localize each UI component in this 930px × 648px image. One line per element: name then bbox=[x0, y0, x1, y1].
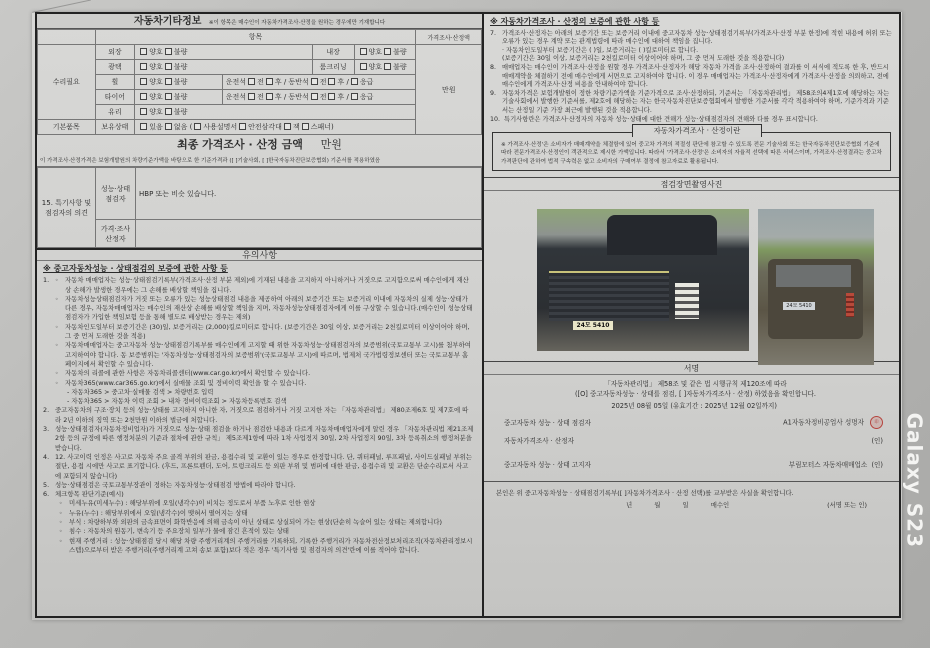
wheel-label: 휠 bbox=[95, 75, 135, 90]
notice-item-5 bbox=[43, 481, 474, 490]
col-item-header: 항목 bbox=[95, 30, 416, 45]
gloss-bad-checkbox[interactable] bbox=[165, 63, 172, 70]
interior-bad-checkbox[interactable] bbox=[384, 48, 391, 55]
item-text: - 자동차365 > 자동차 이력 조회 > 내차 정비이력조회 > 자동차등록번호 검색 bbox=[67, 397, 287, 406]
item-text: 성능·상태점검자(자동차정비업자)가 거짓으로 성능·상태 점검을 하거나 점검한 내용과 다르게 자동차매매업자에게 알린 경우 「자동차관리법 제21조제2항 등의 규정에 따른 행정처분의 기준과 절차에 관한 규칙」 제5조제1항에 따라 1차 사업정지 30일, 2차 사업정지 90일, 3차 등록취소의 행정처분을 받습니다. bbox=[55, 425, 474, 452]
tire-emergency-checkbox[interactable] bbox=[351, 93, 358, 100]
item-number: 8. bbox=[490, 63, 497, 71]
driver-seat-label: 운전석 bbox=[225, 78, 247, 86]
bullet-icon: ◦ bbox=[59, 528, 63, 536]
option-label: 있음 bbox=[149, 123, 163, 131]
tire-passenger-front-checkbox[interactable] bbox=[311, 93, 318, 100]
glass-label: 유리 bbox=[95, 105, 135, 120]
item-text: - 자동차365 > 중고차·실매물 검색 > 차량번호 입력 bbox=[67, 387, 214, 396]
item-text: 현재 주행거리 : 성능·상태점검 당시 해당 차량 주행거리계의 주행거리를 기록하되, 기록한 주행거리가 자동차전산정보처리조직(자동차관리정보시스템)으로부터 받은 주행거리(주행거리계 고쳐 송보 포함)보다 적은 경우 '특기사항 및 점검자의 의견'란에 이를 적어야 합니다. bbox=[69, 536, 473, 554]
price-notice-item-7 bbox=[490, 30, 893, 64]
option-label: 후 bbox=[337, 93, 345, 101]
item-text: 자동차매매업자는 중고자동차 성능·상태점검기록부를 매수인에게 고지할 때 위한 자동차성능·상태점검자의 보증범위(국토교통부 고시)를 첨부하여 고지하여야 합니다. 동 보증범위는 '자동차성능·상태점검자의 보증범위'(국토교통부 고시)에 따르며, 법제처 국가법령정보센터 또는 국토교통부 홈페이지에서 확인할 수 있습니다. bbox=[65, 341, 471, 368]
option-label: 불량 bbox=[173, 48, 188, 56]
item-text: 중고자동차의 구조·장치 등의 성능·상태를 고지하지 아니한 자, 거짓으로 점검하거나 거짓 고지한 자는 「자동차관리법」 제80조제6호 및 제7호에 따라 2년 이하의 징역 또는 2천만원 이하의 벌금에 처합니다. bbox=[55, 406, 469, 424]
option-label: 불량 bbox=[173, 108, 188, 116]
price-definition-title: 자동차가격조사 · 산정이란 bbox=[632, 124, 762, 137]
camera-watermark: Galaxy S23 bbox=[902, 412, 926, 548]
item-text: 침수 : 자동차의 원동기, 변속기 등 주요장치 일부가 물에 잠긴 흔적이 있는 상태 bbox=[69, 527, 289, 536]
option-label: 후 bbox=[337, 78, 345, 86]
grille-shape bbox=[549, 271, 669, 321]
option-label: 전 bbox=[319, 78, 327, 86]
option-label: 불량 bbox=[173, 93, 188, 101]
signature-row-inspector bbox=[504, 413, 887, 431]
notifier-role: 중고자동차 성능 · 상태 고지자 bbox=[504, 461, 591, 470]
windshield-shape bbox=[607, 215, 717, 255]
item-number: 1. bbox=[43, 276, 50, 285]
other-info-header bbox=[37, 14, 482, 29]
possession-no-checkbox[interactable] bbox=[165, 123, 172, 130]
notice-item-6 bbox=[43, 490, 474, 555]
signature-section bbox=[484, 375, 899, 473]
notice-item-2 bbox=[43, 406, 474, 425]
bullet-icon: ◦ bbox=[55, 295, 59, 303]
tire-driver-front-checkbox[interactable] bbox=[248, 93, 255, 100]
price-definition-box bbox=[492, 126, 891, 171]
glass-bad-checkbox[interactable] bbox=[165, 108, 172, 115]
final-price-row bbox=[37, 135, 482, 155]
col-price-header: 가격조사·산정액 bbox=[416, 30, 482, 45]
possession-label: 보유상태 bbox=[95, 120, 135, 135]
bullet-icon: ◦ bbox=[55, 277, 59, 285]
item-text: 체크항목 판단기준(예시) bbox=[55, 490, 124, 499]
item-text: 특기사항란은 가격조사·산정자의 자동차 성능·상태에 대한 견해가 성능·상태점검자의 견해와 다를 경우 표시합니다. bbox=[504, 115, 818, 123]
day-label: 일 bbox=[682, 501, 689, 510]
signature-confirmation: ([O] 중고자동차성능 · 상태를 점검, [ ]자동차가격조사 · 산정) 하였음을 확인합니다. bbox=[574, 390, 817, 399]
signature-row-appraiser bbox=[504, 431, 887, 449]
buyer-confirmation bbox=[484, 481, 899, 515]
month-label: 월 bbox=[654, 501, 661, 510]
item-text: (보증기간은 30일 이상, 보증거리는 2천킬로미터 이상이어야 하며, 그 중 먼저 도래한 것을 적용합니다) bbox=[502, 55, 785, 63]
option-label: 응급 bbox=[359, 78, 374, 86]
notice-item-4 bbox=[43, 453, 474, 481]
bullet-icon: ◦ bbox=[59, 519, 63, 527]
rear-vehicle-photo bbox=[758, 209, 874, 365]
basic-items-label: 기본품목 bbox=[38, 120, 96, 135]
other-info-table: 항목 가격조사·산정액 수리필요 외장 양호 불량 내장 양호 불량 만원 광택 양호 불량 룸크리닝 양호 불량 휠 양호 불량 운전석 전 후 / 동반석 전 후 / 응급 타이어 양호 불량 운전석 전 후 / 동반석 전 후 / 응급 유리 양호 불량 기본품목 보유상태 있음 없음 ( 사용설명서 안전삼각대 잭 스패너) bbox=[37, 29, 482, 135]
option-label: 불량 bbox=[393, 48, 407, 56]
signature-row-notifier bbox=[504, 455, 887, 473]
item-number: 9. bbox=[490, 89, 497, 97]
gloss-label: 광택 bbox=[95, 60, 135, 75]
notice-heading: 유의사항 bbox=[37, 248, 482, 261]
bullet-icon: ◦ bbox=[55, 323, 59, 331]
option-label: 후 bbox=[274, 78, 282, 86]
exterior-bad-checkbox[interactable] bbox=[165, 48, 172, 55]
tire-passenger-rear-checkbox[interactable] bbox=[328, 93, 335, 100]
buyer-signature-field[interactable]: (서명 또는 인) bbox=[827, 501, 867, 510]
final-price-unit: 만원 bbox=[320, 138, 342, 151]
interior-good-checkbox[interactable] bbox=[360, 48, 367, 55]
inspector-label: 성능·상태 점검자 bbox=[96, 168, 136, 220]
option-label: 양호 bbox=[149, 78, 163, 86]
triangle-checkbox[interactable] bbox=[239, 123, 246, 130]
item-text: 자동차가격은 보험개발원이 정한 차량기준가액을 기준가격으로 조사·산정하되, 기준서는 「자동차관리법」 제58조의4제1호에 해당하는 자는 기술사회에서 발행한 기준서를, 제2호에 해당하는 자는 한국자동차진단보증협회에서 발행한 기준서를 각각 적용하여야 하며, 기준가격과 기준서는 산정일 기준 가장 최근에 발행된 것을 적용합니다. bbox=[502, 89, 890, 114]
option-label: 양호 bbox=[149, 108, 163, 116]
option-label: 양호 bbox=[368, 48, 383, 56]
passenger-seat-label: 동반석 bbox=[288, 93, 309, 101]
cleaning-good-checkbox[interactable] bbox=[360, 63, 367, 70]
wheel-bad-checkbox[interactable] bbox=[165, 78, 172, 85]
rear-license-plate: 24모 5410 bbox=[783, 302, 815, 310]
driver-seat-label: 운전석 bbox=[225, 93, 247, 101]
notifier-name: 부림모터스 자동차매매업소 bbox=[788, 461, 868, 470]
opinion-label: 15. 특기사항 및 점검자의 의견 bbox=[38, 168, 96, 248]
bullet-icon: ◦ bbox=[55, 342, 59, 350]
bullet-icon: ◦ bbox=[55, 370, 59, 378]
repair-needed-label: 수리필요 bbox=[38, 45, 96, 120]
option-label: 후 bbox=[274, 93, 282, 101]
item-text: 부식 : 차량하부와 외판의 금속표면이 화학반응에 의해 금속이 아닌 상태로 상실되어 가는 현상(단순히 녹슬어 있는 상태는 제외합니다) bbox=[69, 518, 442, 527]
option-label: 불량 bbox=[173, 78, 188, 86]
item-text: · 자동차인도일부터 보증기간은 ( )일, 보증거리는 ( )킬로미터로 합니다. bbox=[502, 46, 699, 54]
bullet-icon: ◦ bbox=[59, 537, 63, 545]
jack-checkbox[interactable] bbox=[284, 123, 291, 130]
option-label: 양호 bbox=[368, 63, 383, 71]
option-label: 불량 bbox=[173, 63, 188, 71]
spanner-checkbox[interactable] bbox=[302, 123, 309, 130]
wheel-passenger-rear-checkbox[interactable] bbox=[328, 78, 335, 85]
item-number: 10. bbox=[490, 115, 501, 123]
cleaning-bad-checkbox[interactable] bbox=[384, 63, 391, 70]
item-text: 자동차의 리콜에 관한 사항은 자동차리콜센터(www.car.go.kr)에서 확인할 수 있습니다. bbox=[65, 369, 311, 378]
signature-heading: 서명 bbox=[484, 361, 899, 375]
item-number: 5. bbox=[43, 480, 50, 489]
other-info-title: 자동차기타정보 bbox=[133, 16, 202, 27]
signature-date: 2025년 08월 05일 (유효기간 : 2025년 12월 02일까지) bbox=[611, 402, 777, 411]
opinion-table bbox=[37, 167, 482, 248]
item-text: 매매업자는 매수인이 가격조사·산정을 원할 경우 가격조사·산정자가 해당 자동차 가격을 조사·산정하여 결과를 이 서식에 적도록 한 후, 반드시 매매계약을 체결하기 전에 매수인에게 서면으로 고지하여야 합니다. 이 경우 매매업자는 가격조사·산정자에게 가격조사·산정을 의뢰하고, 전에 매수인에게 가격조사·산정 비용을 안내하여야 합니다. bbox=[502, 63, 889, 89]
item-number: 2. bbox=[43, 406, 50, 415]
price-definition-text: ※ 가격조사·산정'은 소비자가 매매계약을 체결함에 있어 중고차 가격의 적절성 판단에 참고할 수 있도록 전문 기술사회 또는 한국자동차진단보증협회 기준에 따라 전문가격조사·산정인이 객관적으로 제시한 가액입니다. 따라서 '가격조사·산정'은 소비자의 자율적 선택에 따른 서비스이며, 가격조사·산정결과는 중고차 가격판단에 관하여 법적 구속력은 없고 소비자의 구매여부 결정에 참고자료로 활용됩니다. bbox=[492, 132, 891, 171]
item-number: 7. bbox=[490, 29, 497, 37]
photos-heading: 점검장면촬영사진 bbox=[484, 177, 899, 191]
price-notice-title: ※ 자동차가격조사 · 산정의 보증에 관한 사항 등 bbox=[490, 17, 660, 26]
taillight-shape bbox=[846, 293, 854, 317]
passenger-seat-label: 동반석 bbox=[288, 78, 309, 86]
inspection-photos bbox=[484, 191, 899, 361]
price-notice-item-9 bbox=[490, 90, 893, 116]
option-label: 양호 bbox=[149, 93, 163, 101]
red-seal-stamp-icon: 印 bbox=[870, 416, 883, 429]
tire-bad-checkbox[interactable] bbox=[165, 93, 172, 100]
room-cleaning-label: 룸크리닝 bbox=[312, 60, 354, 75]
left-column bbox=[35, 12, 483, 618]
exterior-label: 외장 bbox=[95, 45, 135, 60]
wheel-passenger-front-checkbox[interactable] bbox=[311, 78, 318, 85]
wheel-driver-front-checkbox[interactable] bbox=[248, 78, 255, 85]
final-price-label: 최종 가격조사 · 산정 금액 bbox=[177, 138, 303, 151]
price-notice-section bbox=[484, 14, 899, 126]
price-notice-item-8 bbox=[490, 64, 893, 90]
option-label: 양호 bbox=[149, 48, 163, 56]
item-text: 12. 사고이력 인정은 사고로 자동차 주요 골격 부위의 판금, 용접수리 및 교환이 있는 경우로 한정합니다. 단, 쿼터패널, 루프패널, 사이드실패널 부위는 절단, 용접 시에만 사고로 표기합니다. (후드, 프론트펜더, 도어, 트렁크리드 등 외판 부위 및 범퍼에 대한 판금, 용접수리 및 교환은 단순수리로서 사고에 포함되지 않습니다) bbox=[55, 452, 472, 480]
price-unit: 만원 bbox=[416, 45, 482, 135]
item-text: 자동차성능상태점검자가 거짓 또는 오류가 있는 성능상태점검 내용을 제공하여 아래의 보증기간 또는 보증거리 이내에 자동차의 실제 성능·상태가 다른 경우, 자동차매매업자는 매수인의 재산상 손해를 배상할 책임을 지며, 자동차성능상태점검자에게 이를 구상할 수 있습니다.(매수인이 성능상태점검자가 가입한 책임보험 등을 통해 별도로 배상받는 경우는 제외) bbox=[65, 294, 473, 322]
headlamp-shape bbox=[675, 283, 699, 319]
wheel-driver-rear-checkbox[interactable] bbox=[266, 78, 273, 85]
tire-good-checkbox[interactable] bbox=[140, 93, 147, 100]
item-text: 가격조사·산정자는 아래의 보증기간 또는 보증거리 이내에 중고자동차 성능·상태점검기록부(가격조사·산정 부분 한정)에 적힌 내용에 허위 또는 오류가 있는 경우 계약 또는 관계법령에 따라 매수인에 대하여 책임을 집니다. bbox=[502, 29, 892, 46]
item-number: 3. bbox=[43, 425, 50, 434]
appraiser-role: 자동차가격조사 · 산정자 bbox=[504, 437, 574, 446]
item-number: 6. bbox=[43, 490, 50, 499]
glass-good-checkbox[interactable] bbox=[140, 108, 147, 115]
notice-item-1 bbox=[43, 276, 474, 406]
price-notice-item-10 bbox=[490, 116, 893, 125]
signature-legal-basis: 「자동차관리법」 제58조 및 같은 법 시행규칙 제120조에 따라 bbox=[604, 380, 787, 389]
option-label: 응급 bbox=[359, 93, 374, 101]
gloss-good-checkbox[interactable] bbox=[140, 63, 147, 70]
notifier-seal: (인) bbox=[871, 461, 883, 470]
item-number: 4. bbox=[43, 452, 50, 461]
option-label: 없음 ( bbox=[173, 123, 193, 131]
option-label: 양호 bbox=[149, 63, 163, 71]
inspector-opinion-text: HBP 또는 비슷 있습니다. bbox=[136, 168, 482, 220]
front-license-plate: 24모 5410 bbox=[573, 321, 613, 330]
option-label: 전 bbox=[257, 78, 264, 86]
buyer-confirm-text: 본인은 위 중고자동차성능 · 상태점검기록부([ ]자동차가격조사 · 산정 선택)를 교부받은 사실을 확인합니다. bbox=[496, 489, 794, 498]
item-text: 자동차인도일부터 보증기간은 (30)일, 보증거리는 (2,000)킬로미터로 합니다. (보증기간은 30일 이상, 보증거리는 2천킬로미터 이상이어야 하며, 그 중 먼저 도래한 것을 적용) bbox=[65, 322, 470, 341]
appraiser-opinion-text bbox=[136, 220, 482, 248]
possession-yes-checkbox[interactable] bbox=[140, 123, 147, 130]
inspection-record-sheet bbox=[32, 12, 902, 620]
option-label: 사용설명서 bbox=[203, 123, 238, 131]
manual-checkbox[interactable] bbox=[194, 123, 201, 130]
wheel-emergency-checkbox[interactable] bbox=[351, 78, 358, 85]
inspector-role: 중고자동차 성능 · 상태 점검자 bbox=[504, 419, 591, 428]
interior-label: 내장 bbox=[312, 45, 354, 60]
notice-title: ※ 중고자동차성능 · 상태점검의 보증에 관한 사항 등 bbox=[43, 264, 228, 273]
option-label: 전 bbox=[319, 93, 327, 101]
rear-window-shape bbox=[776, 265, 851, 287]
appraiser-label: 가격·조사 산정자 bbox=[96, 220, 136, 248]
notice-body bbox=[37, 261, 482, 555]
item-text: 자동차 매매업자는 성능·상태점검기록부(가격조사·산정 부분 제외)에 기재된 내용을 고지하지 아니하거나 거짓으로 고지함으로써 매수인에게 재산상 손해가 발생한 경우에는 그 손해를 배상할 책임을 집니다. bbox=[65, 276, 469, 294]
option-label: 안전삼각대 bbox=[248, 123, 282, 131]
other-info-note: ※이 항목은 매수인이 자동차가격조사·산정을 원하는 경우에만 기재합니다 bbox=[208, 20, 386, 26]
item-text: 성능·상태점검은 국토교통부장관이 정하는 자동차성능·상태점검 방법에 따라야 합니다. bbox=[55, 480, 296, 489]
wheel-good-checkbox[interactable] bbox=[140, 78, 147, 85]
bullet-icon: ◦ bbox=[59, 509, 63, 517]
option-label: 스패너) bbox=[310, 123, 334, 131]
option-label: 잭 bbox=[292, 123, 300, 131]
bullet-icon: ◦ bbox=[59, 500, 63, 508]
item-text: 누유(누수) : 해당부위에서 오일(냉각수)이 맺혀서 떨어지는 상태 bbox=[69, 508, 248, 517]
exterior-good-checkbox[interactable] bbox=[140, 48, 147, 55]
item-text: 미세누유(미세누수) : 해당부위에 오일(냉각수)이 비치는 정도로서 부품 노후로 인한 현상 bbox=[69, 499, 316, 508]
tire-driver-rear-checkbox[interactable] bbox=[266, 93, 273, 100]
option-label: 불량 bbox=[393, 63, 407, 71]
bullet-icon: ◦ bbox=[55, 379, 59, 387]
right-column bbox=[483, 12, 901, 618]
front-vehicle-photo bbox=[537, 209, 749, 351]
notice-item-3 bbox=[43, 425, 474, 453]
buyer-label: 매수인 bbox=[710, 501, 730, 510]
option-label: 전 bbox=[257, 93, 264, 101]
tire-label: 타이어 bbox=[95, 90, 135, 105]
final-price-note: 이 가격조사·산정가격은 보험개발원의 차량기준가액을 바탕으로 한 기준가격과 ([ ]기술사회, [ ]한국자동차진단보증협회) 기준서를 적용하였음 bbox=[37, 155, 482, 167]
appraiser-seal: (인) bbox=[871, 437, 883, 446]
inspector-name: A1자동차정비공업사 성명자 bbox=[783, 418, 864, 427]
item-text: 자동차365(www.car365.go.kr)에서 실매물 조회 및 정비이력 확인을 할 수 있습니다. bbox=[65, 378, 307, 387]
year-label: 년 bbox=[626, 501, 633, 510]
